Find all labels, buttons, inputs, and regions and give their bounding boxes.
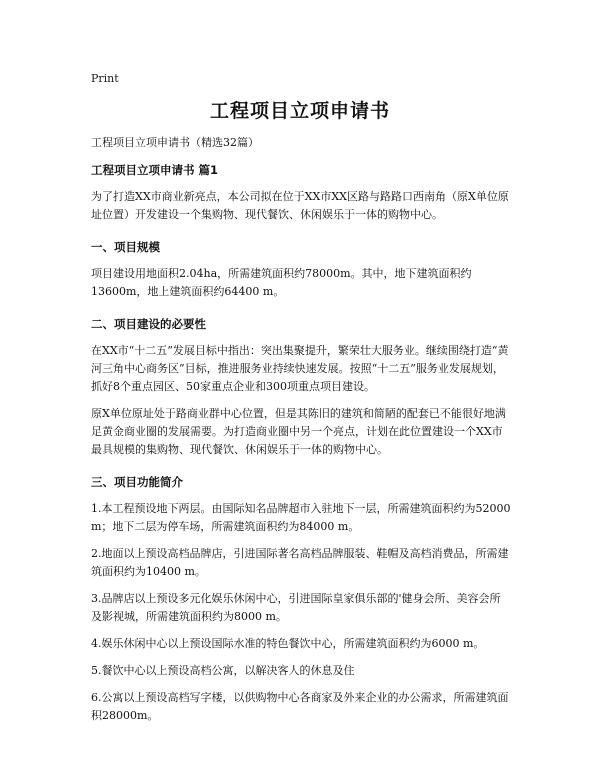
document-body	[91, 134, 511, 734]
function-item: 2.地面以上预设高档品牌店，引进国际著名高档品牌服装、鞋帽及高档消费品，所需建筑面积约为10400 m。	[91, 547, 509, 578]
section-heading-scale: 一、项目规模	[91, 240, 160, 254]
intro-paragraph: 为了打造XX市商业新亮点，本公司拟在位于XX市XX区路与路路口西南角（原X单位原址位置）开发建设一个集购物、现代餐饮、休闲娱乐于一体的购物中心。	[91, 190, 509, 221]
necessity-paragraph-2: 原X单位原址处于路商业群中心位置，但是其陈旧的建筑和简陋的配套已不能很好地满足黄金商业圈的发展需要。为打造商业圈中另一个亮点，计划在此位置建设一个XX市最具规模的集购物、现代餐饮、休闲娱乐于一体的购物中心。	[91, 407, 506, 456]
function-item: 3.品牌店以上预设多元化娱乐休闲中心，引进国际皇家俱乐部的'健身会所、美容会所及影视城，所需建筑面积约为8000 m。	[91, 592, 501, 623]
function-item: 6.公寓以上预设高档写字楼，以供购物中心各商家及外来企业的办公需求，所需建筑面积28000m。	[91, 691, 509, 722]
subtitle: 工程项目立项申请书（精选32篇）	[91, 136, 259, 149]
necessity-paragraph-1: 在XX市“十二五”发展目标中指出：突出集聚提升，繁荣壮大服务业。继续围绕打造“黄河三角中心商务区”目标，推进服务业持续快速发展。按照“十二五”服务业发展规划，抓好8个重点园区、50家重点企业和300项重点项目建设。	[91, 344, 509, 393]
print-label[interactable]: Print	[91, 72, 119, 85]
document-title: 工程项目立项申请书	[209, 100, 390, 122]
function-item: 4.娱乐休闲中心以上预设国际水准的特色餐饮中心，所需建筑面积约为6000 m。	[91, 637, 485, 650]
function-item: 1.本工程预设地下两层。由国际知名品牌超市入驻地下一层，所需建筑面积约为52000 m；地下二层为停车场，所需建筑面积约为84000 m。	[91, 502, 511, 533]
section-heading-necessity: 二、项目建设的必要性	[91, 317, 206, 331]
scale-paragraph: 项目建设用地面积2.04ha，所需建筑面积约78000m。其中，地下建筑面积约13600m，地上建筑面积约64400 m。	[91, 267, 472, 298]
article-heading: 工程项目立项申请书 篇1	[91, 163, 219, 177]
section-heading-functions: 三、项目功能简介	[91, 475, 183, 489]
function-item: 5.餐饮中心以上预设高档公寓，以解决客人的休息及住	[91, 664, 355, 677]
